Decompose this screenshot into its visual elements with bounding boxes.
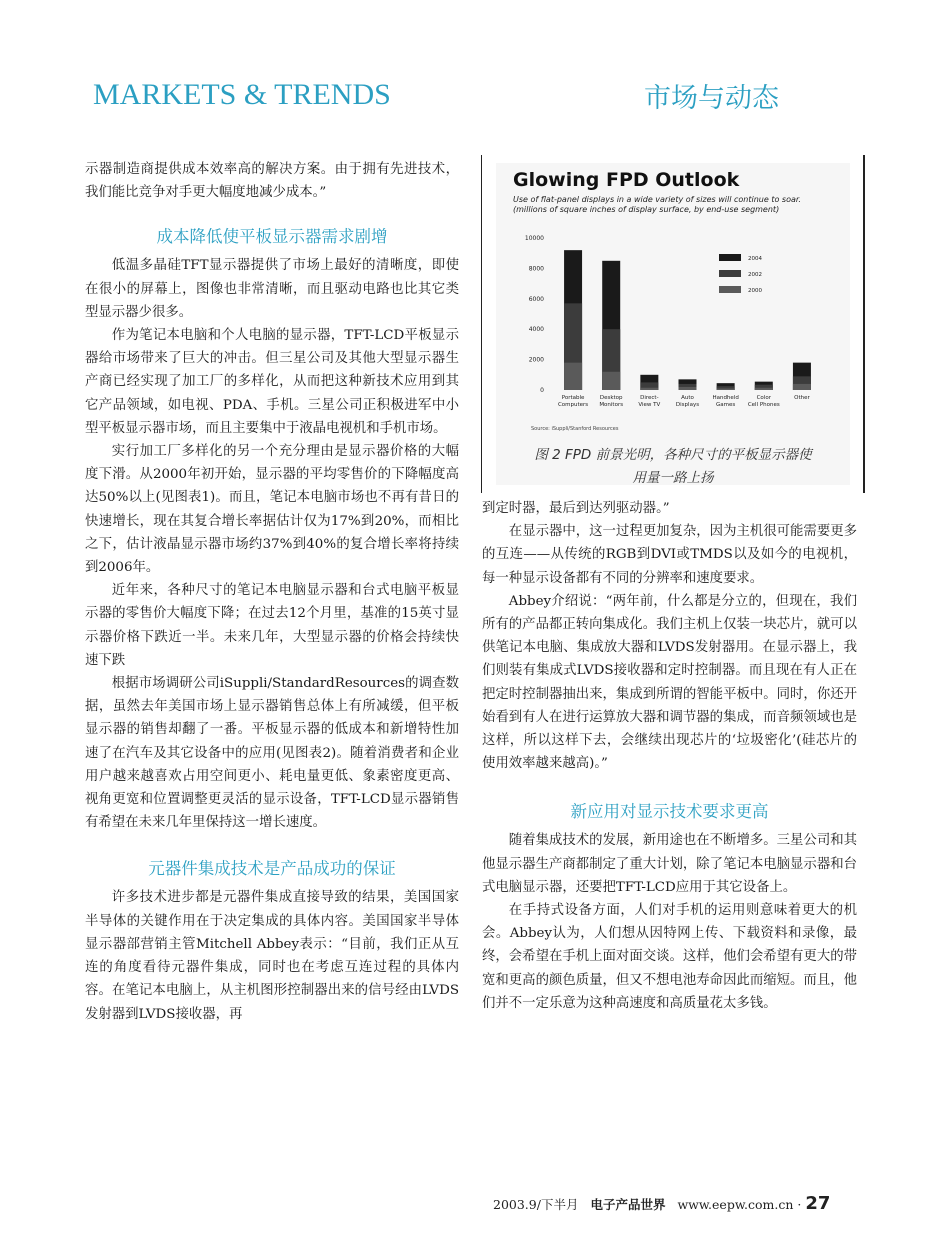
x-tick-label: Cell Phones	[747, 402, 780, 408]
paragraph: 低温多晶硅TFT显示器提供了市场上最好的清晰度，即使在很小的屏幕上，图像也非常清晰，而且驱动电路也比其它类型显示器少很多。	[85, 258, 459, 320]
chart-title: Glowing FPD Outlook	[513, 169, 740, 191]
paragraph: Abbey介绍说：“两年前，什么都是分立的，但现在，我们所有的产品都正转向集成化。我们主机上仅装一块芯片，就可以供笔记本电脑、集成放大器和LVDS发射器用。在显示器上，我们则装有集成式LVDS接收器和定时控制器。而且现在有人正在把定时控制器抽出来，集成到所谓的智能平板中。同时，你还开始看到有人在进行运算放大器和调节器的集成，而音频领域也是这样，所以这样下去，会继续出现芯片的‘垃圾密化’(硅芯片的使用效率越来越高)。”	[482, 593, 857, 772]
y-tick-label: 10000	[524, 235, 544, 242]
footer-issue: 2003.9/下半月	[493, 1197, 579, 1212]
paragraph: 作为笔记本电脑和个人电脑的显示器，TFT-LCD平板显示器给市场带来了巨大的冲击。但三星公司及其他大型显示器生产商已经实现了加工厂的多样化，从而把这种新技术应用到其它产品领域，如电视、PDA、手机。三星公司正积极进军中小型平板显示器市场，而且主要集中于液晶电视机和手机市场。	[85, 328, 459, 436]
legend-label: 2002	[748, 272, 762, 278]
footer-url: www.eepw.com.cn	[677, 1197, 794, 1212]
figure-panel	[496, 163, 850, 485]
x-tick-label: Desktop	[599, 395, 623, 401]
chart-subtitle-line: (millions of square inches of display surface, by end-use segment)	[513, 205, 780, 214]
figure-caption	[496, 444, 850, 490]
intro-paragraph: 示器制造商提供成本效率高的解决方案。由于拥有先进技术，我们能比竞争对手更大幅度地减少成本。”	[85, 162, 459, 201]
figure-caption-line: 图 2 FPD 前景光明，各种尺寸的平板显示器使	[534, 447, 812, 463]
x-tick-label: Auto	[681, 395, 694, 401]
right-column	[482, 497, 857, 1015]
paragraph: 在显示器中，这一过程更加复杂，因为主机很可能需要更多的互连——从传统的RGB到DVI或TMDS以及如今的电视机，每一种显示设备都有不同的分辨率和速度要求。	[482, 524, 857, 586]
figure-caption-line: 用量一路上扬	[632, 470, 714, 486]
bar-2000	[717, 388, 735, 390]
y-tick-label: 2000	[528, 356, 544, 364]
paragraph: 近年来，各种尺寸的笔记本电脑显示器和台式电脑平板显示器的零售价大幅度下降；在过去12个月里，基准的15英寸显示器价格下跌近一半。未来几年，大型显示器的价格会持续快速下跌	[85, 583, 459, 668]
bar-2000	[679, 387, 697, 390]
section-heading-cost: 成本降低使平板显示器需求剧增	[156, 227, 388, 247]
paragraph: 许多技术进步都是元器件集成直接导致的结果，美国国家半导体的关键作用在于决定集成的具体内容。美国国家半导体显示器部营销主管Mitchell Abbey表示：“目前，我们正从互连的角度看待元器件集成，同时也在考虑互连过程的具体内容。在笔记本电脑上，从主机图形控制器出来的信号经由LVDS发射器到LVDS接收器，再	[85, 890, 459, 1022]
header-section-title-cn: 市场与动态	[644, 83, 779, 114]
x-tick-label: Computers	[557, 402, 589, 408]
chart-source: Source: iSuppli/Stanford Resources	[531, 426, 619, 432]
bar-chart	[496, 163, 850, 425]
x-tick-label: Portable	[561, 395, 585, 401]
legend-label: 2004	[748, 256, 762, 262]
continuation-paragraph: 到定时器，最后到达列驱动器。”	[482, 501, 670, 516]
footer-separator: ·	[797, 1197, 802, 1212]
bar-2000	[564, 363, 582, 390]
bar-2000	[793, 384, 811, 390]
legend-swatch	[719, 254, 741, 261]
x-tick-label: Direct-	[640, 395, 659, 401]
paragraph: 实行加工厂多样化的另一个充分理由是显示器价格的大幅度下滑。从2000年初开始，显示器的平均零售价的下降幅度高达50%以上(见图表1)。而且，笔记本电脑市场也不再有昔日的快速增长，现在其复合增长率据估计仅为17%到20%，而相比之下，估计液晶显示器市场约37%到40%的复合增长率将持续到2006年。	[85, 444, 459, 576]
chart-subtitle-line: Use of flat-panel displays in a wide variety of sizes will continue to soar.	[513, 195, 801, 204]
section-heading-new-apps: 新应用对显示技术要求更高	[570, 802, 769, 822]
bar-2000	[755, 388, 773, 390]
header-section-title: MARKETS & TRENDS	[93, 78, 391, 111]
paragraph: 在手持式设备方面，人们对手机的运用则意味着更大的机会。Abbey认为，人们想从因特网上传、下载资料和录像，最终，会希望在手机上面对面交谈。这样，他们会希望有更大的带宽和更高的颜色质量，但又不想电池寿命因此而缩短。而且，他们并不一定乐意为这种高速度和高质量花太多钱。	[482, 903, 857, 1011]
x-tick-label: Handheld	[712, 395, 739, 401]
x-tick-label: Monitors	[599, 402, 624, 408]
y-tick-label: 4000	[528, 326, 544, 334]
x-tick-label: Other	[794, 395, 810, 401]
paragraph: 随着集成技术的发展，新用途也在不断增多。三星公司和其他显示器生产商都制定了重大计划，除了笔记本电脑显示器和台式电脑显示器，还要把TFT-LCD应用于其它设备上。	[482, 833, 857, 895]
bar-2000	[640, 388, 658, 390]
section-heading-integration: 元器件集成技术是产品成功的保证	[148, 859, 396, 879]
paragraph: 根据市场调研公司iSuppli/StandardResources的调查数据，虽然去年美国市场上显示器销售总体上有所减缓，但平板显示器的销售却翻了一番。平板显示器的低成本和新增特性加速了在汽车及其它设备中的应用(见图表2)。随着消费者和企业用户越来越喜欢占用空间更小、耗电量更低、象素密度更高、视角更宽和位置调整更灵活的显示设备，TFT-LCD显示器销售有希望在未来几年里保持这一增长速度。	[85, 676, 459, 831]
footer-brand: 电子产品世界	[590, 1197, 666, 1212]
page-footer	[493, 1193, 830, 1214]
page-number: 27	[805, 1193, 831, 1214]
left-column	[85, 158, 459, 1026]
x-tick-label: Color	[756, 395, 771, 401]
legend-swatch	[719, 270, 741, 277]
y-tick-label: 6000	[528, 295, 544, 303]
x-tick-label: Displays	[675, 402, 700, 408]
y-tick-label: 8000	[528, 265, 544, 273]
legend-swatch	[719, 286, 741, 293]
figure-frame	[481, 155, 865, 493]
legend-label: 2000	[748, 288, 762, 294]
x-tick-label: View TV	[638, 402, 661, 408]
bar-2000	[602, 372, 620, 390]
y-tick-label: 0	[540, 387, 544, 394]
x-tick-label: Games	[716, 402, 736, 408]
